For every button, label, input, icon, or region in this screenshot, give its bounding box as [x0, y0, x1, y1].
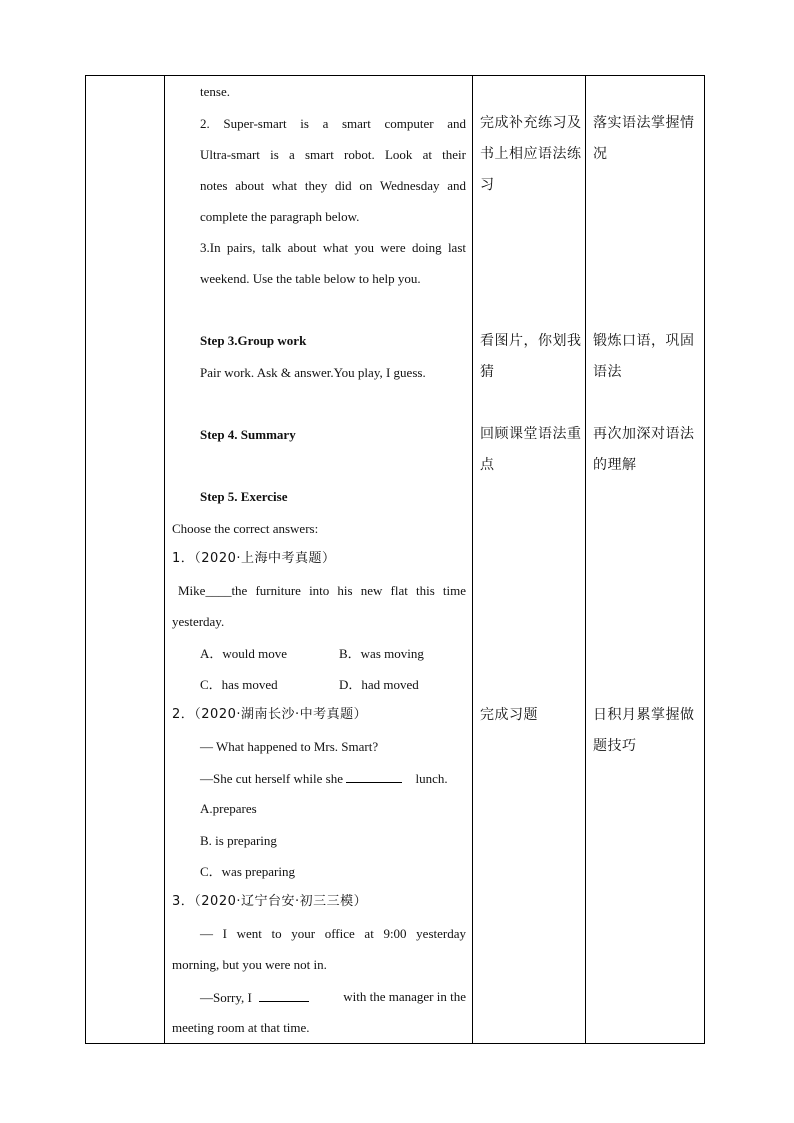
- task2-line-3: notes about what they did on Wednesday and: [200, 178, 466, 193]
- question-3-line-1: — I went to your office at 9:00 yesterday: [200, 926, 466, 941]
- question-1-line-1: Mike____the furniture into his new flat this time: [178, 583, 466, 598]
- question-3-prompt: —Sorry, I: [200, 989, 309, 1006]
- column-divider-2: [472, 75, 473, 1044]
- table-bottom-border: [85, 1043, 705, 1044]
- answer-blank: [259, 989, 309, 1002]
- task2-line-4: complete the paragraph below.: [200, 209, 360, 224]
- activity-row3-line1: 回顾课堂语法重: [480, 426, 582, 442]
- step3-text: Pair work. Ask & answer.You play, I guess.: [200, 365, 426, 380]
- activity-row2-line2: 猜: [480, 364, 495, 380]
- column-divider-1: [164, 75, 165, 1044]
- activity-row1-line1: 完成补充练习及: [480, 115, 582, 131]
- question-3-line-4: meeting room at that time.: [172, 1020, 310, 1035]
- task2-line-1: 2. Super-smart is a smart computer and: [200, 116, 466, 131]
- question-1-option-a: A．would move: [200, 646, 288, 661]
- question-3-line-2: morning, but you were not in.: [172, 957, 327, 972]
- step3-heading: Step 3.Group work: [200, 333, 307, 348]
- question-1-line-2: yesterday.: [172, 614, 225, 629]
- purpose-row1-line1: 落实语法掌握情: [593, 115, 695, 131]
- task3-line-1: 3.In pairs, talk about what you were doing last: [200, 240, 466, 255]
- question-2-source: 2．（2020·湖南长沙·中考真题）: [172, 707, 368, 722]
- task3-line-2: weekend. Use the table below to help you.: [200, 271, 421, 286]
- question-1-option-b: B．was moving: [339, 646, 424, 661]
- purpose-row2-line2: 语法: [593, 364, 622, 380]
- question-1-option-d: D．had moved: [339, 677, 419, 692]
- table-top-border: [85, 75, 705, 76]
- exercise-instruction: Choose the correct answers:: [172, 521, 319, 536]
- question-1-source: 1．（2020·上海中考真题）: [172, 551, 336, 566]
- question-2-option-a: A.prepares: [200, 801, 257, 816]
- purpose-row3-line1: 再次加深对语法: [593, 426, 695, 442]
- table-right-border: [704, 75, 705, 1044]
- question-2-prompt: —She cut herself while she: [200, 771, 343, 786]
- purpose-row4-line1: 日积月累掌握做: [593, 707, 695, 723]
- question-2-option-c: C．was preparing: [200, 864, 295, 879]
- question-2-prompt-end: lunch.: [415, 771, 448, 786]
- question-1-option-c: C．has moved: [200, 677, 278, 692]
- activity-row4-line1: 完成习题: [480, 707, 538, 723]
- question-2-line-2: [200, 770, 448, 787]
- question-3-source: 3．（2020·辽宁台安·初三三模）: [172, 894, 368, 909]
- purpose-row3-line2: 的理解: [593, 457, 637, 473]
- activity-row1-line2: 书上相应语法练: [480, 146, 582, 162]
- purpose-row1-line2: 况: [593, 146, 608, 162]
- table-left-border: [85, 75, 86, 1044]
- purpose-row2-line1: 锻炼口语，巩固: [593, 333, 695, 349]
- answer-blank: [346, 770, 402, 783]
- activity-row2-line1: 看图片，你划我: [480, 333, 582, 349]
- question-3-prompt-end: with the manager in the: [343, 989, 466, 1004]
- question-2-line-1: — What happened to Mrs. Smart?: [200, 739, 379, 754]
- column-divider-3: [585, 75, 586, 1044]
- step4-heading: Step 4. Summary: [200, 427, 296, 442]
- line-tense: tense.: [200, 84, 230, 99]
- question-2-option-b: B. is preparing: [200, 833, 277, 848]
- task2-line-2: Ultra-smart is a smart robot. Look at their: [200, 147, 466, 162]
- purpose-row4-line2: 题技巧: [593, 738, 637, 754]
- activity-row1-line3: 习: [480, 177, 495, 193]
- question-3-line-3: [200, 989, 466, 1006]
- step5-heading: Step 5. Exercise: [200, 489, 288, 504]
- activity-row3-line2: 点: [480, 457, 495, 473]
